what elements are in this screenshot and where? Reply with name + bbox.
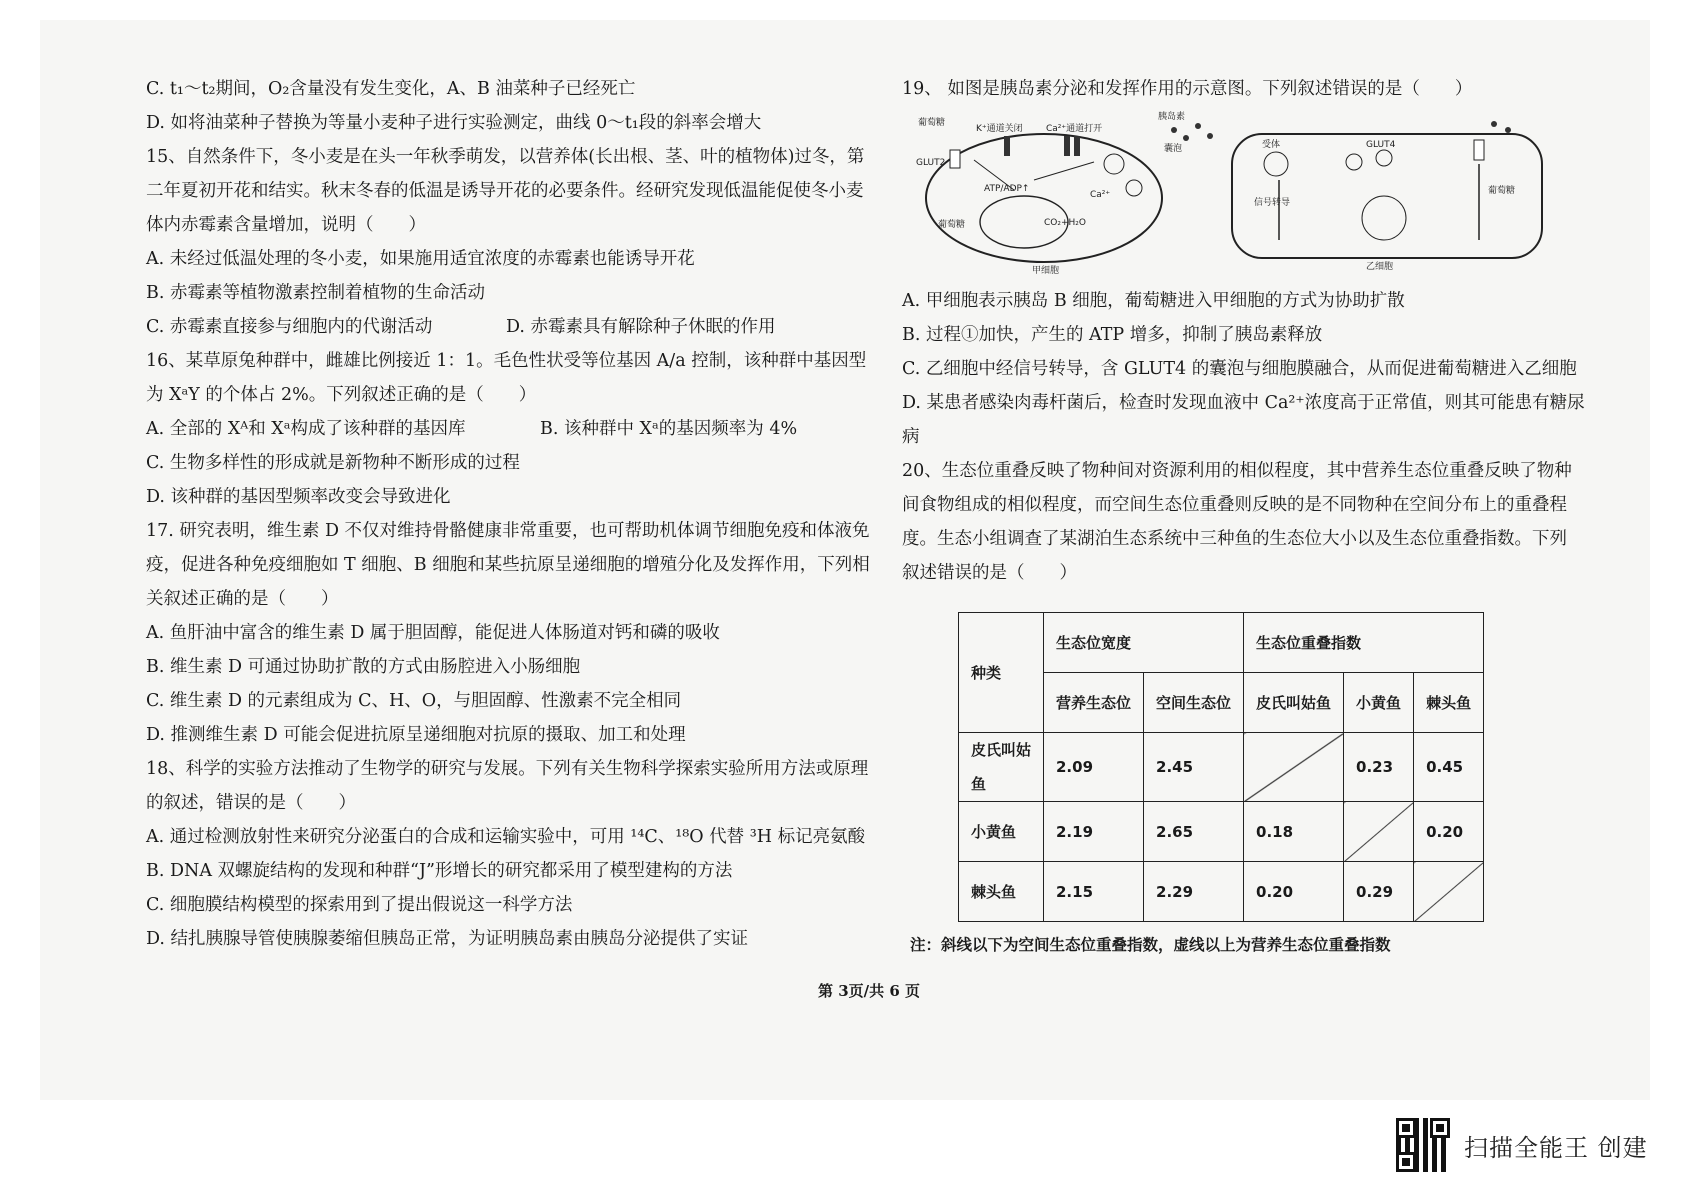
diagram-label: 胰岛素 bbox=[1158, 112, 1186, 122]
cell: 2.65 bbox=[1144, 802, 1244, 862]
ca-channel bbox=[1064, 136, 1070, 156]
qr-code-icon bbox=[1396, 1118, 1450, 1172]
subheader: 小黄鱼 bbox=[1344, 673, 1414, 733]
diagram-label: 信号转导 bbox=[1254, 198, 1291, 208]
vesicle-a2 bbox=[1126, 180, 1142, 196]
diagram-label: 受体 bbox=[1262, 140, 1281, 150]
option-d: D. 赤霉素具有解除种子休眠的作用 bbox=[506, 317, 776, 337]
option-d: D. 该种群的基因型频率改变会导致进化 bbox=[146, 487, 451, 507]
question-17: 17. 研究表明，维生素 D 不仅对维持骨骼健康非常重要，也可帮助机体调节细胞免疫和体液免 bbox=[146, 521, 870, 541]
option-c: C. 赤霉素直接参与细胞内的代谢活动 bbox=[146, 317, 433, 337]
text-line: 叙述错误的是（ ） bbox=[902, 563, 1077, 583]
insulin-diagram-svg bbox=[914, 110, 1554, 278]
diagram-label: CO₂+H₂O bbox=[1044, 218, 1086, 228]
text-line: 度。生态小组调查了某湖泊生态系统中三种鱼的生态位大小以及生态位重叠指数。下列 bbox=[902, 529, 1567, 549]
ca-channel-2 bbox=[1074, 136, 1080, 156]
subheader: 空间生态位 bbox=[1144, 673, 1244, 733]
option-a: A. 甲细胞表示胰岛 B 细胞，葡萄糖进入甲细胞的方式为协助扩散 bbox=[902, 291, 1405, 311]
diagram-label: Ca²⁺ bbox=[1090, 190, 1111, 200]
cell: 2.45 bbox=[1144, 733, 1244, 802]
arrow bbox=[1034, 162, 1094, 180]
option-a: A. 通过检测放射性来研究分泌蛋白的合成和运输实验中，可用 ¹⁴C、¹⁸O 代替 ³H 标记亮氨酸 bbox=[146, 827, 866, 847]
text-line: 二年夏初开花和结实。秋末冬春的低温是诱导开花的必要条件。经研究发现低温能促使冬小麦 bbox=[146, 181, 864, 201]
text-line: 体内赤霉素含量增加，说明（ ） bbox=[146, 215, 426, 235]
diagram-label: 葡萄糖 bbox=[918, 118, 946, 128]
glut2-transporter bbox=[950, 150, 960, 168]
option-b: B. 过程①加快，产生的 ATP 增多，抑制了胰岛素释放 bbox=[902, 325, 1323, 345]
question-20: 20、生态位重叠反映了物种间对资源利用的相似程度，其中营养生态位重叠反映了物种 bbox=[902, 461, 1572, 481]
text-line: 为 XᵃY 的个体占 2%。下列叙述正确的是（ ） bbox=[146, 385, 537, 405]
options-row bbox=[146, 412, 872, 446]
cell-diagonal bbox=[1414, 862, 1484, 922]
text-line: 间食物组成的相似程度，而空间生态位重叠则反映的是不同物种在空间分布上的重叠程 bbox=[902, 495, 1567, 515]
option-a: A. 未经过低温处理的冬小麦，如果施用适宜浓度的赤霉素也能诱导开花 bbox=[146, 249, 695, 269]
text-line: 疫，促进各种免疫细胞如 T 细胞、B 细胞和某些抗原呈递细胞的增殖分化及发挥作用，下列相 bbox=[146, 555, 870, 575]
insulin-diagram bbox=[914, 110, 1554, 278]
option-c: C. 维生素 D 的元素组成为 C、H、O，与胆固醇、性激素不完全相同 bbox=[146, 691, 682, 711]
diagram-label: 葡萄糖 bbox=[938, 220, 966, 230]
option-d: D. 推测维生素 D 可能会促进抗原呈递细胞对抗原的摄取、加工和处理 bbox=[146, 725, 686, 745]
page-number: 第 3页/共 6 页 bbox=[818, 982, 921, 1000]
cell: 0.45 bbox=[1414, 733, 1484, 802]
question-19: 19、 如图是胰岛素分泌和发挥作用的示意图。下列叙述错误的是（ ） bbox=[902, 79, 1473, 99]
row-name: 皮氏叫姑鱼 bbox=[959, 733, 1044, 802]
row-name: 棘头鱼 bbox=[959, 862, 1044, 922]
right-column bbox=[902, 72, 1592, 962]
diagram-label: 葡萄糖 bbox=[1488, 186, 1516, 196]
option-b: B. DNA 双螺旋结构的发现和种群“J”形增长的研究都采用了模型建构的方法 bbox=[146, 861, 733, 881]
option-b: B. 该种群中 Xᵃ的基因频率为 4% bbox=[540, 419, 798, 439]
diagram-label: K⁺通道关闭 bbox=[976, 124, 1023, 134]
cell-diagonal bbox=[1244, 733, 1344, 802]
text-line: 的叙述，错误的是（ ） bbox=[146, 793, 356, 813]
cell: 2.29 bbox=[1144, 862, 1244, 922]
header-niche-width: 生态位宽度 bbox=[1044, 613, 1244, 673]
header-niche-overlap: 生态位重叠指数 bbox=[1244, 613, 1484, 673]
option-d: D. 结扎胰腺导管使胰腺萎缩但胰岛正常，为证明胰岛素由胰岛分泌提供了实证 bbox=[146, 929, 749, 949]
vesicle-a bbox=[1104, 154, 1124, 174]
cell: 0.20 bbox=[1244, 862, 1344, 922]
cell: 0.18 bbox=[1244, 802, 1344, 862]
receptor bbox=[1264, 152, 1288, 176]
option-b: B. 维生素 D 可通过协助扩散的方式由肠腔进入小肠细胞 bbox=[146, 657, 581, 677]
subheader: 皮氏叫姑鱼 bbox=[1244, 673, 1344, 733]
diagram-label: Ca²⁺通道打开 bbox=[1046, 124, 1103, 134]
options-row bbox=[146, 310, 872, 344]
cell: 0.23 bbox=[1344, 733, 1414, 802]
text-line: C. t₁～t₂期间，O₂含量没有发生变化，A、B 油菜种子已经死亡 bbox=[146, 79, 636, 99]
scanner-watermark bbox=[1396, 1118, 1648, 1172]
table-row bbox=[959, 802, 1484, 862]
option-c: C. 生物多样性的形成就是新物种不断形成的过程 bbox=[146, 453, 520, 473]
glut4-vesicle bbox=[1346, 154, 1362, 170]
table-note: 注：斜线以下为空间生态位重叠指数，虚线以上为营养生态位重叠指数 bbox=[910, 936, 1391, 954]
diagram-label: 乙细胞 bbox=[1366, 262, 1394, 272]
question-15: 15、自然条件下，冬小麦是在头一年秋季萌发，以营养体(长出根、茎、叶的植物体)过冬，第 bbox=[146, 147, 865, 167]
diagram-label: 甲细胞 bbox=[1032, 266, 1060, 276]
diagram-label: GLUT4 bbox=[1366, 140, 1396, 150]
table-row bbox=[959, 862, 1484, 922]
cell: 0.29 bbox=[1344, 862, 1414, 922]
scanner-brand-text: 扫描全能王 创建 bbox=[1464, 1133, 1648, 1162]
option-b: B. 赤霉素等植物激素控制着植物的生命活动 bbox=[146, 283, 485, 303]
option-c: C. 乙细胞中经信号转导，含 GLUT4 的囊泡与细胞膜融合，从而促进葡萄糖进入乙细胞 bbox=[902, 359, 1577, 379]
text-line: 病 bbox=[902, 427, 920, 447]
glucose-transporter bbox=[1474, 140, 1484, 160]
option-d: D. 某患者感染肉毒杆菌后，检查时发现血液中 Ca²⁺浓度高于正常值，则其可能患有糖尿 bbox=[902, 393, 1585, 413]
header-species: 种类 bbox=[959, 613, 1044, 733]
vesicle-b bbox=[1362, 196, 1406, 240]
cell-diagonal bbox=[1344, 802, 1414, 862]
table-row bbox=[959, 733, 1484, 802]
option-a: A. 鱼肝油中富含的维生素 D 属于胆固醇，能促进人体肠道对钙和磷的吸收 bbox=[146, 623, 720, 643]
glut4-vesicle bbox=[1376, 150, 1392, 166]
question-18: 18、科学的实验方法推动了生物学的研究与发展。下列有关生物科学探索实验所用方法或原理 bbox=[146, 759, 869, 779]
niche-table bbox=[958, 612, 1484, 922]
cell: 2.09 bbox=[1044, 733, 1144, 802]
cell: 2.19 bbox=[1044, 802, 1144, 862]
k-channel bbox=[1004, 136, 1010, 156]
diagram-label: GLUT2 bbox=[916, 158, 946, 168]
subheader: 营养生态位 bbox=[1044, 673, 1144, 733]
option-c: C. 细胞膜结构模型的探索用到了提出假说这一科学方法 bbox=[146, 895, 573, 915]
question-16: 16、某草原兔种群中，雌雄比例接近 1：1。毛色性状受等位基因 A/a 控制，该种群中基因型 bbox=[146, 351, 867, 371]
cell: 2.15 bbox=[1044, 862, 1144, 922]
text-line: 关叙述正确的是（ ） bbox=[146, 589, 339, 609]
left-column bbox=[146, 72, 872, 956]
text-line: D. 如将油菜种子替换为等量小麦种子进行实验测定，曲线 0～t₁段的斜率会增大 bbox=[146, 113, 762, 133]
row-name: 小黄鱼 bbox=[959, 802, 1044, 862]
subheader: 棘头鱼 bbox=[1414, 673, 1484, 733]
cell: 0.20 bbox=[1414, 802, 1484, 862]
option-a: A. 全部的 Xᴬ和 Xᵃ构成了该种群的基因库 bbox=[146, 419, 466, 439]
diagram-label: ATP/ADP↑ bbox=[984, 184, 1030, 194]
diagram-label: 囊泡 bbox=[1164, 144, 1183, 154]
cell-a-outline bbox=[926, 134, 1162, 262]
